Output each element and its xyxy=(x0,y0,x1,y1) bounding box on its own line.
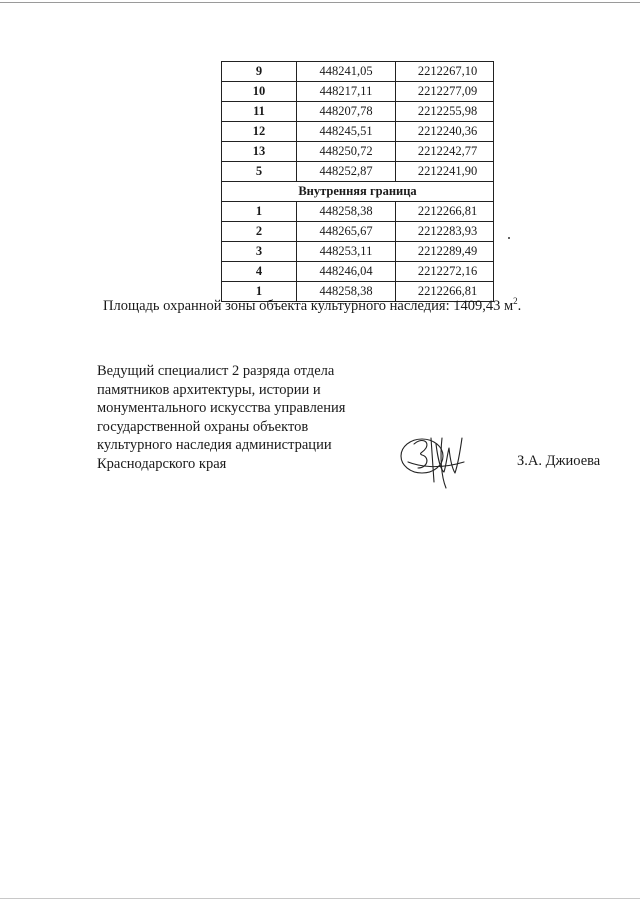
table-row xyxy=(222,122,494,142)
point-number: 11 xyxy=(222,102,297,122)
coord-y: 2212277,09 xyxy=(396,82,494,102)
table-row xyxy=(222,242,494,262)
coord-x: 448253,11 xyxy=(297,242,396,262)
coord-y: 2212242,77 xyxy=(396,142,494,162)
coord-x: 448246,04 xyxy=(297,262,396,282)
point-number: 5 xyxy=(222,162,297,182)
coord-y: 2212255,98 xyxy=(396,102,494,122)
signatory-position xyxy=(97,362,345,473)
point-number: 12 xyxy=(222,122,297,142)
coord-y: 2212289,49 xyxy=(396,242,494,262)
area-end: . xyxy=(517,298,522,314)
coord-y: 2212266,81 xyxy=(396,282,494,302)
position-line: государственной охраны объектов xyxy=(97,418,309,435)
scan-speck xyxy=(508,237,510,239)
point-number: 1 xyxy=(222,202,297,222)
point-number: 3 xyxy=(222,242,297,262)
area-text: Площадь охранной зоны объекта культурного наследия: 1409,43 м xyxy=(103,298,514,314)
coordinates-table xyxy=(221,61,494,302)
table-row xyxy=(222,82,494,102)
point-number: 9 xyxy=(222,62,297,82)
inner-boundary-header: Внутренняя граница xyxy=(222,182,494,202)
coord-y: 2212267,10 xyxy=(396,62,494,82)
coord-y: 2212272,16 xyxy=(396,262,494,282)
coord-x: 448241,05 xyxy=(297,62,396,82)
point-number: 4 xyxy=(222,262,297,282)
table-row xyxy=(222,142,494,162)
coord-x: 448265,67 xyxy=(297,222,396,242)
scan-border-top xyxy=(0,2,640,3)
protected-zone-area xyxy=(103,296,521,315)
point-number: 13 xyxy=(222,142,297,162)
coord-x: 448258,38 xyxy=(297,202,396,222)
coord-x: 448258,38 xyxy=(297,282,396,302)
position-line: монументального искусства управления xyxy=(97,400,346,416)
position-line: памятников архитектуры, истории и xyxy=(97,381,321,398)
point-number: 1 xyxy=(222,282,297,302)
coord-x: 448217,11 xyxy=(297,82,396,102)
coord-x: 448245,51 xyxy=(297,122,396,142)
coord-y: 2212266,81 xyxy=(396,202,494,222)
coord-y: 2212240,36 xyxy=(396,122,494,142)
position-line: Ведущий специалист 2 разряда отдела xyxy=(97,363,335,379)
position-line: Краснодарского края xyxy=(97,455,227,472)
coord-x: 448252,87 xyxy=(297,162,396,182)
coord-y: 2212283,93 xyxy=(396,222,494,242)
table-row xyxy=(222,62,494,82)
point-number: 10 xyxy=(222,82,297,102)
table-row xyxy=(222,222,494,242)
point-number: 2 xyxy=(222,222,297,242)
area-unit-power: 2 xyxy=(513,296,518,306)
handwritten-signature xyxy=(398,426,468,492)
table-row xyxy=(222,202,494,222)
signer-name: З.А. Джиоева xyxy=(517,453,601,469)
coord-x: 448207,78 xyxy=(297,102,396,122)
table-row xyxy=(222,102,494,122)
coord-y: 2212241,90 xyxy=(396,162,494,182)
scan-border-bottom xyxy=(0,898,640,899)
table-row xyxy=(222,262,494,282)
table-row xyxy=(222,162,494,182)
position-line: культурного наследия администрации xyxy=(97,437,332,453)
coord-x: 448250,72 xyxy=(297,142,396,162)
section-header-row xyxy=(222,182,494,202)
